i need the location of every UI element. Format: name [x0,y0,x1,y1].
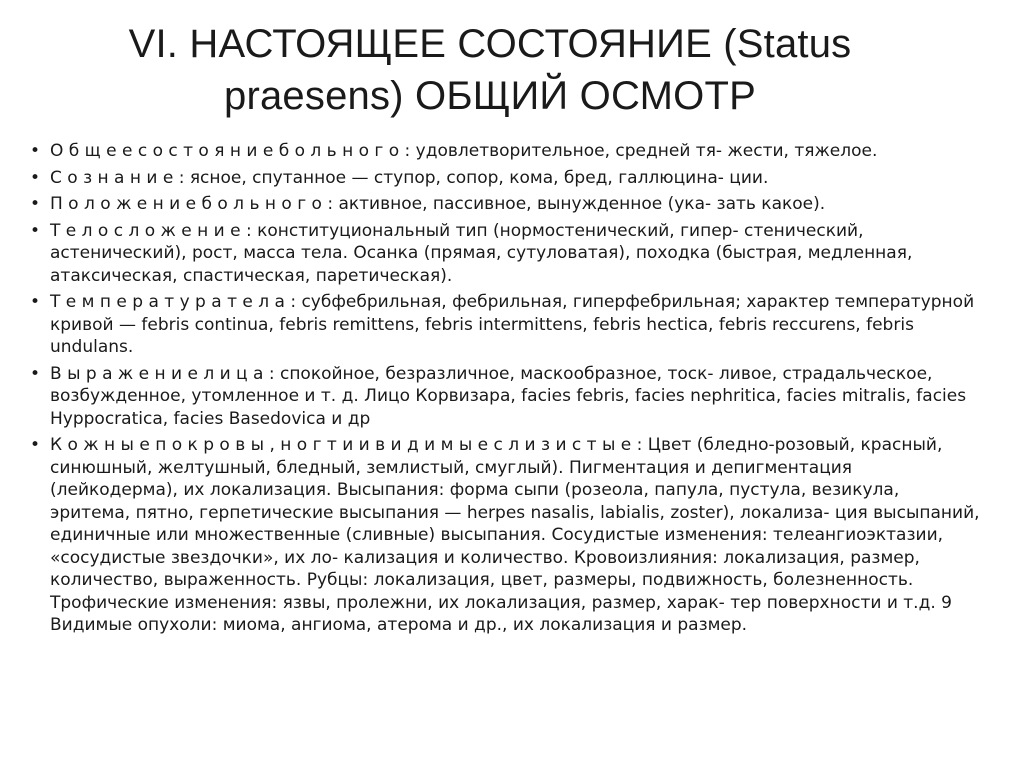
bullet-general-condition: • О б щ е е с о с т о я н и е б о л ь н о г о : удовлетворительное, средней тя- жести, тяжелое. [30,140,980,163]
slide-title: VI. НАСТОЯЩЕЕ СОСТОЯНИЕ (Status praesens) ОБЩИЙ ОСМОТР [128,22,852,118]
bullet-patient-position: • П о л о ж е н и е б о л ь н о г о : активное, пассивное, вынужденное (ука- зать какое). [30,193,980,216]
bullet-body-build: • Т е л о с л о ж е н и е : конституциональный тип (нормостенический, гипер- стенический, астенический), рост, масса тела. Осанка (прямая, сутуловатая), походка (быстрая, медленная, атаксическая, спастическая, паретическая). [30,220,980,288]
bullet-list [30,140,980,641]
bullet-facial-expression: • В ы р а ж е н и е л и ц а : спокойное, безразличное, маскообразное, тоск- ливое, страдальческое, возбужденное, утомленное и т. д. Лицо Корвизара, facies febris, facies nephritica, facies mitralis, facies Hyppocratica, facies Basedovica и др [30,363,980,431]
bullet-consciousness: • С о з н а н и е : ясное, спутанное — ступор, сопор, кома, бред, галлюцина- ции. [30,167,980,190]
bullet-body-temperature: • Т е м п е р а т у р а т е л а : субфебрильная, фебрильная, гиперфебрильная; характер температурной кривой — febris continua, febris remittens, febris intermittens, febris hectica, febris reccurens, febris undulans. [30,291,980,359]
bullet-skin-and-mucosa: • К о ж н ы е п о к р о в ы , н о г т и и в и д и м ы е с л и з и с т ы е : Цвет (бледно-розовый, красный, синюшный, желтушный, бледный, землистый, смуглый). Пигментация и депигментация (лейкодерма), их локализация. Высыпания: форма сыпи (розеола, папула, пустула, везикула, эритема, пятно, герпетические высыпания — herpes nasalis, labialis, zoster), локализа- ция высыпаний, единичные или множественные (сливные) высыпания. Сосудистые изменения: телеангиоэктазии, «сосудистые звездочки», их ло- кализация и количество. Кровоизлияния: локализация, размер, количество, выраженность. Рубцы: локализация, цвет, размеры, подвижность, болезненность. Трофические изменения: язвы, пролежни, их локализация, размер, харак- тер поверхности и т.д. 9 Видимые опухоли: миома, ангиома, атерома и др., их локализация и размер. [30,434,980,637]
